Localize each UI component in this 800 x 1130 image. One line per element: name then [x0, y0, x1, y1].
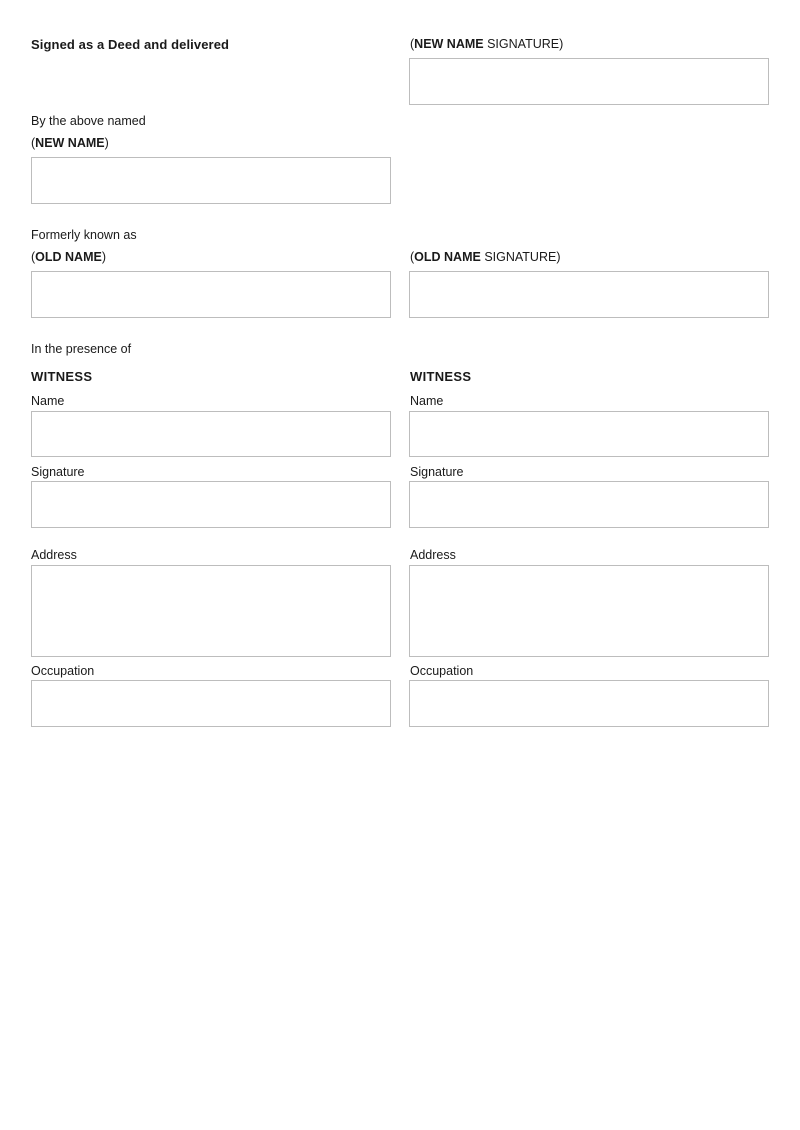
- paren-open: (: [410, 37, 415, 51]
- old-name-signature-field[interactable]: [409, 271, 769, 318]
- witness-left-title: WITNESS: [31, 369, 93, 384]
- new-name-signature-label: [410, 36, 563, 52]
- paren-close: ): [104, 136, 109, 150]
- paren-open: (: [410, 250, 415, 264]
- witness-right-title: WITNESS: [410, 369, 472, 384]
- new-name-bold: NEW NAME: [35, 136, 105, 150]
- witness-left-occupation-field[interactable]: [31, 680, 391, 727]
- paren-close: ): [101, 250, 107, 264]
- witness-right-address-field[interactable]: [409, 565, 769, 657]
- signature-suffix: SIGNATURE): [480, 250, 561, 264]
- old-name-signature-label: [410, 249, 560, 265]
- paren-open: (: [31, 250, 36, 264]
- witness-left-address-label: Address: [31, 548, 77, 562]
- witness-left-name-field[interactable]: [31, 411, 391, 457]
- witness-left-address-field[interactable]: [31, 565, 391, 657]
- old-name-label: [31, 249, 106, 265]
- old-name-bold: OLD NAME: [35, 250, 102, 264]
- signature-suffix: SIGNATURE): [483, 37, 564, 51]
- paren-open: (: [31, 136, 36, 150]
- witness-left-signature-field[interactable]: [31, 481, 391, 528]
- in-presence-of-label: In the presence of: [31, 342, 132, 356]
- witness-left-signature-label: Signature: [31, 465, 85, 479]
- witness-right-name-label: Name: [410, 394, 444, 408]
- by-above-named-label: By the above named: [31, 114, 146, 128]
- signed-as-deed-heading: Signed as a Deed and delivered: [31, 37, 230, 52]
- old-name-signature-bold: OLD NAME: [414, 250, 481, 264]
- witness-right-name-field[interactable]: [409, 411, 769, 457]
- new-name-signature-field[interactable]: [409, 58, 769, 105]
- witness-right-address-label: Address: [410, 548, 456, 562]
- witness-right-occupation-label: Occupation: [410, 664, 474, 678]
- witness-left-name-label: Name: [31, 394, 65, 408]
- witness-right-signature-label: Signature: [410, 465, 464, 479]
- new-name-signature-bold: NEW NAME: [414, 37, 484, 51]
- witness-right-signature-field[interactable]: [409, 481, 769, 528]
- new-name-field[interactable]: [31, 157, 391, 204]
- old-name-field[interactable]: [31, 271, 391, 318]
- formerly-known-as-label: Formerly known as: [31, 228, 137, 242]
- witness-right-occupation-field[interactable]: [409, 680, 769, 727]
- new-name-label: [31, 135, 109, 151]
- witness-left-occupation-label: Occupation: [31, 664, 95, 678]
